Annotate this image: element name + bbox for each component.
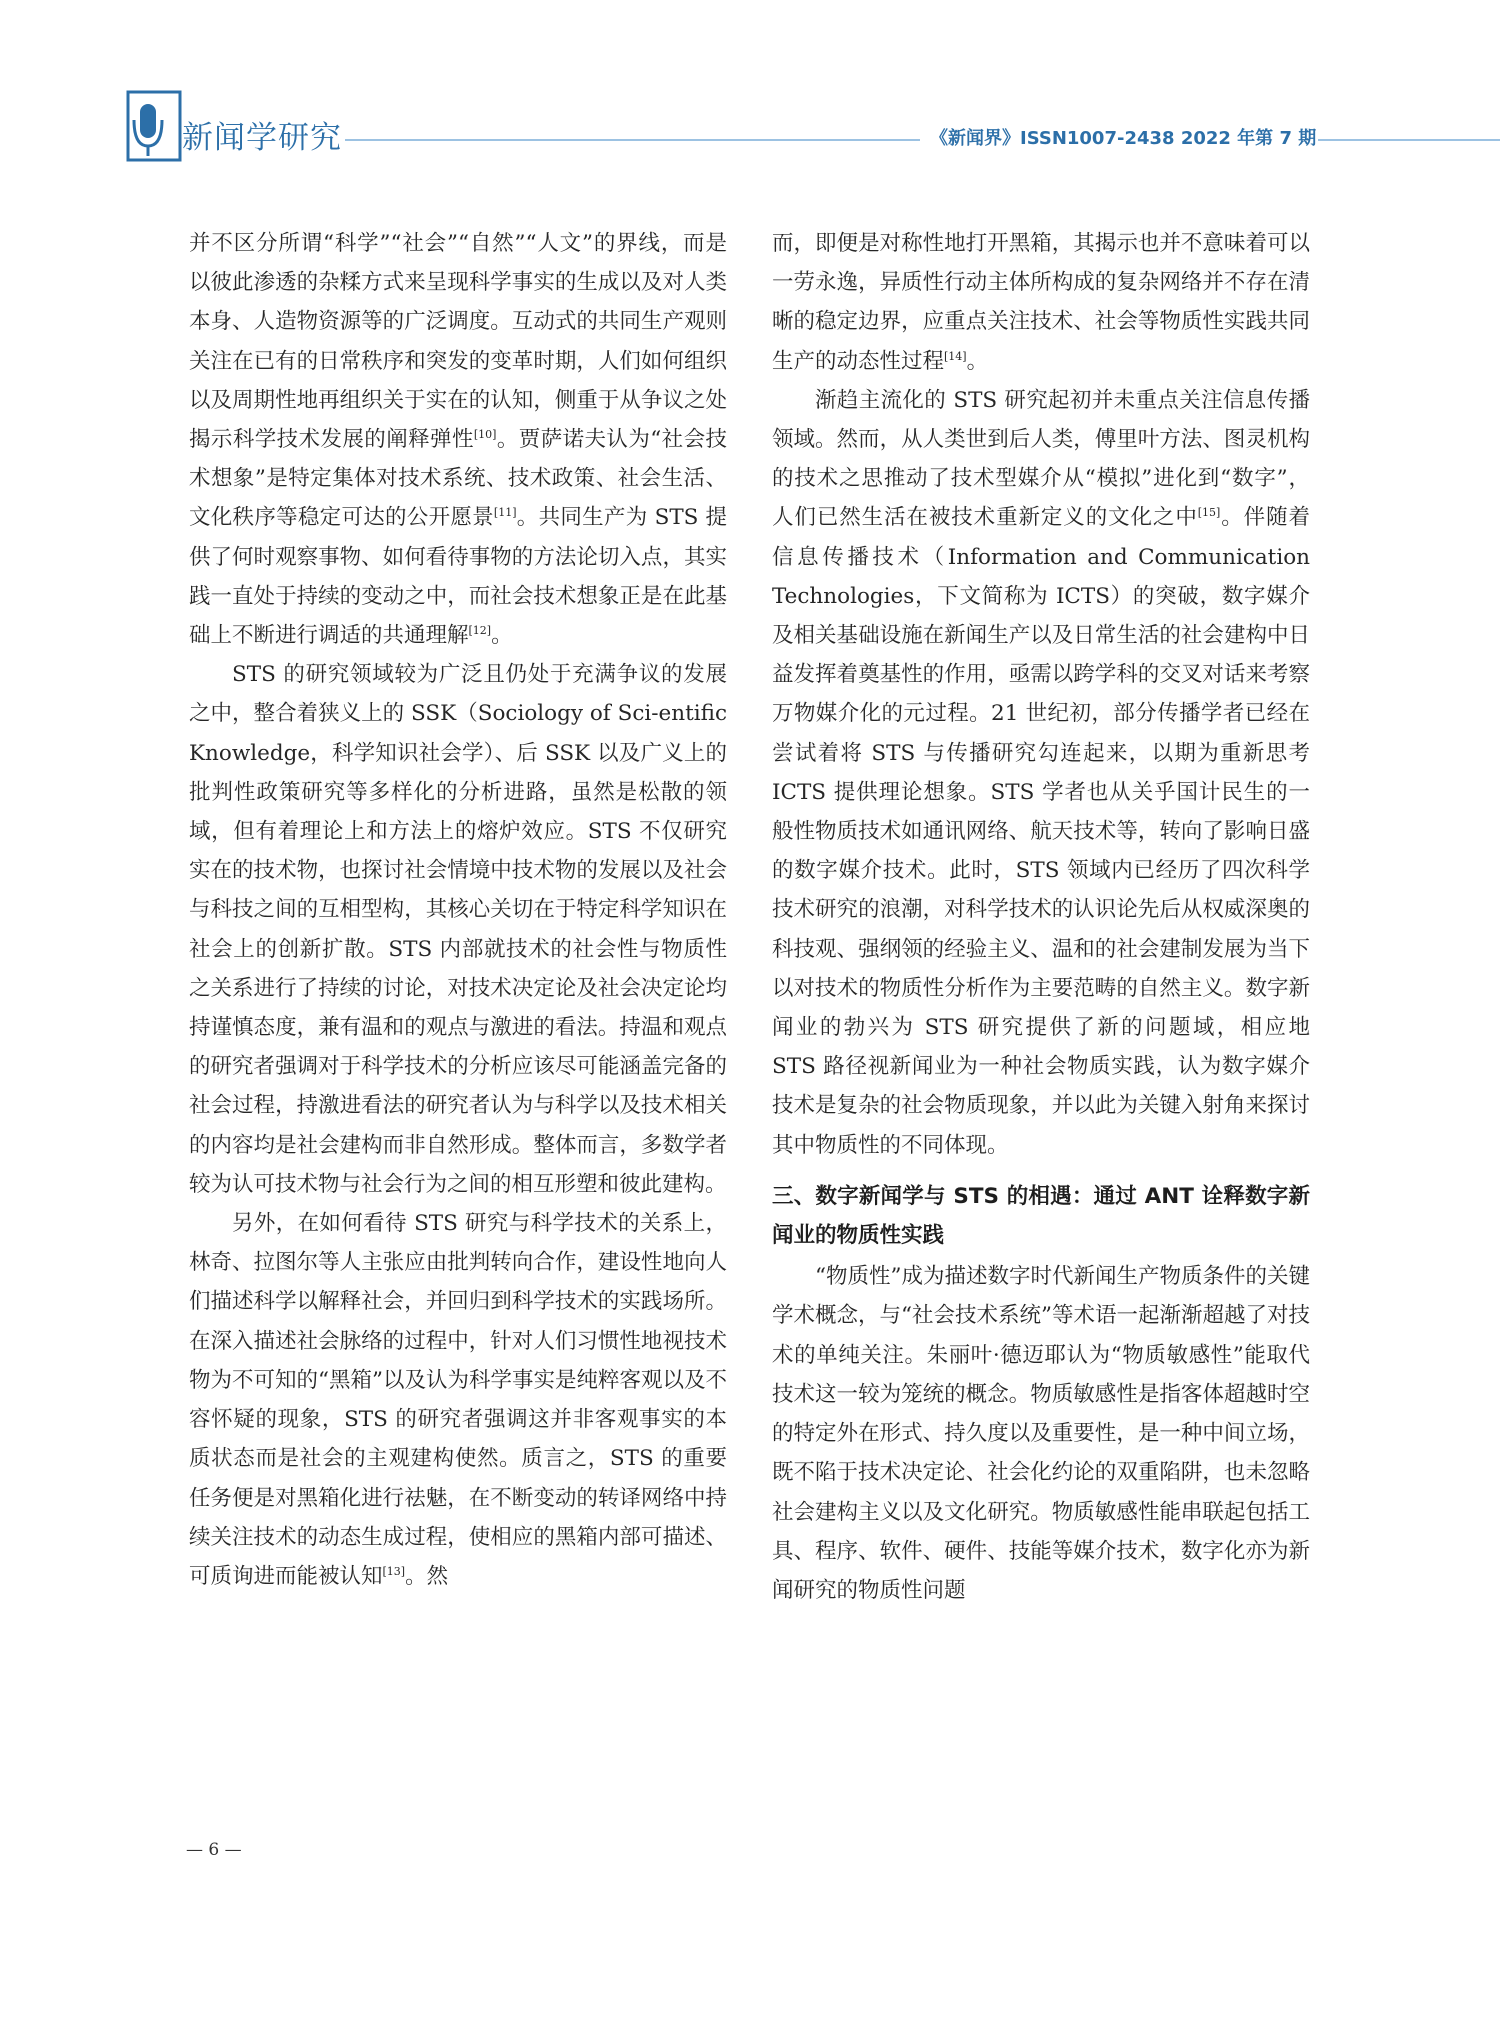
paragraph: 而，即便是对称性地打开黑箱，其揭示也并不意味着可以一劳永逸，异质性行动主体所构成的复杂网络并不存在清晰的稳定边界，应重点关注技术、社会等物质性实践共同生产的动态性过程[14]。: [772, 231, 1310, 374]
citation-ref: [15]: [1197, 506, 1221, 520]
citation-ref: [12]: [468, 624, 492, 638]
section-name: 新闻学研究: [182, 120, 342, 156]
citation-ref: [13]: [382, 1564, 406, 1578]
paragraph: STS 的研究领域较为广泛且仍处于充满争议的发展之中，整合着狭义上的 SSK（Sociology of Sci-entific Knowledge，科学知识社会学）、后 SSK 以及广义上的批判性政策研究等多样化的分析进路，虽然是松散的领域，但有着理论上和方法上的熔炉效应。STS 不仅研究实在的技术物，也探讨社会情境中技术物的发展以及社会与科技之间的互相型构，其核心关切在于特定科学知识在社会上的创新扩散。STS 内部就技术的社会性与物质性之关系进行了持续的讨论，对技术决定论及社会决定论均持谨慎态度，兼有温和的观点与激进的看法。持温和观点的研究者强调对于科学技术的分析应该尽可能涵盖完备的社会过程，持激进看法的研究者认为与科学以及技术相关的内容均是社会建构而非自然形成。整体而言，多数学者较为认可技术物与社会行为之间的相互形塑和彼此建构。: [189, 662, 727, 1197]
right-column: [772, 224, 1310, 1610]
paragraph: 渐趋主流化的 STS 研究起初并未重点关注信息传播领域。然而，从人类世到后人类，傅里叶方法、图灵机构的技术之思推动了技术型媒介从“模拟”进化到“数字”，人们已然生活在被技术重新定义的文化之中[15]。伴随着信息传播技术（Information and Communication Technologies，下文简称为 ICTS）的突破，数字媒介及相关基础设施在新闻生产以及日常生活的社会建构中日益发挥着奠基性的作用，亟需以跨学科的交叉对话来考察万物媒介化的元过程。21 世纪初，部分传播学者已经在尝试着将 STS 与传播研究勾连起来，以期为重新思考 ICTS 提供理论想象。STS 学者也从关乎国计民生的一般性物质技术如通讯网络、航天技术等，转向了影响日盛的数字媒介技术。此时，STS 领域内已经历了四次科学技术研究的浪潮，对科学技术的认识论先后从权威深奥的科技观、强纲领的经验主义、温和的社会建制发展为当下以对技术的物质性分析作为主要范畴的自然主义。数字新闻业的勃兴为 STS 研究提供了新的问题域，相应地 STS 路径视新闻业为一种社会物质实践，认为数字媒介技术是复杂的社会物质现象，并以此为关键入射角来探讨其中物质性的不同体现。: [772, 387, 1310, 1158]
journal-info: 《新闻界》ISSN1007-2438 2022 年第 7 期: [930, 128, 1317, 149]
citation-ref: [10]: [473, 428, 497, 442]
paragraph: “物质性”成为描述数字时代新闻生产物质条件的关键学术概念，与“社会技术系统”等术语一起渐渐超越了对技术的单纯关注。朱丽叶·德迈耶认为“物质敏感性”能取代技术这一较为笼统的概念。物质敏感性是指客体超越时空的特定外在形式、持久度以及重要性，是一种中间立场，既不陷于技术决定论、社会化约论的双重陷阱，也未忽略社会建构主义以及文化研究。物质敏感性能串联起包括工具、程序、软件、硬件、技能等媒介技术，数字化亦为新闻研究的物质性问题: [772, 1264, 1310, 1603]
header-rule-left: [345, 139, 920, 141]
section-heading: 三、数字新闻学与 STS 的相遇：通过 ANT 诠释数字新闻业的物质性实践: [772, 1183, 1310, 1249]
citation-ref: [11]: [493, 506, 517, 520]
microphone-logo-icon: [126, 90, 182, 162]
left-column: [189, 224, 727, 1596]
page-number: — 6 —: [186, 1840, 242, 1860]
header-rule-right: [1318, 139, 1500, 141]
paragraph: 并不区分所谓“科学”“社会”“自然”“人文”的界线，而是以彼此渗透的杂糅方式来呈现科学事实的生成以及对人类本身、人造物资源等的广泛调度。互动式的共同生产观则关注在已有的日常秩序和突发的变革时期，人们如何组织以及周期性地再组织关于实在的认知，侧重于从争议之处揭示科学技术发展的阐释弹性[10]。贾萨诺夫认为“社会技术想象”是特定集体对技术系统、技术政策、社会生活、文化秩序等稳定可达的公开愿景[11]。共同生产为 STS 提供了何时观察事物、如何看待事物的方法论切入点，其实践一直处于持续的变动之中，而社会技术想象正是在此基础上不断进行调适的共通理解[12]。: [189, 231, 727, 649]
paragraph: 另外，在如何看待 STS 研究与科学技术的关系上，林奇、拉图尔等人主张应由批判转向合作，建设性地向人们描述科学以解释社会，并回归到科学技术的实践场所。在深入描述社会脉络的过程中，针对人们习惯性地视技术物为不可知的“黑箱”以及认为科学事实是纯粹客观以及不容怀疑的现象，STS 的研究者强调这并非客观事实的本质状态而是社会的主观建构使然。质言之，STS 的重要任务便是对黑箱化进行祛魅，在不断变动的转译网络中持续关注技术的动态生成过程，使相应的黑箱内部可描述、可质询进而能被认知[13]。然: [189, 1211, 727, 1589]
citation-ref: [14]: [944, 349, 967, 363]
